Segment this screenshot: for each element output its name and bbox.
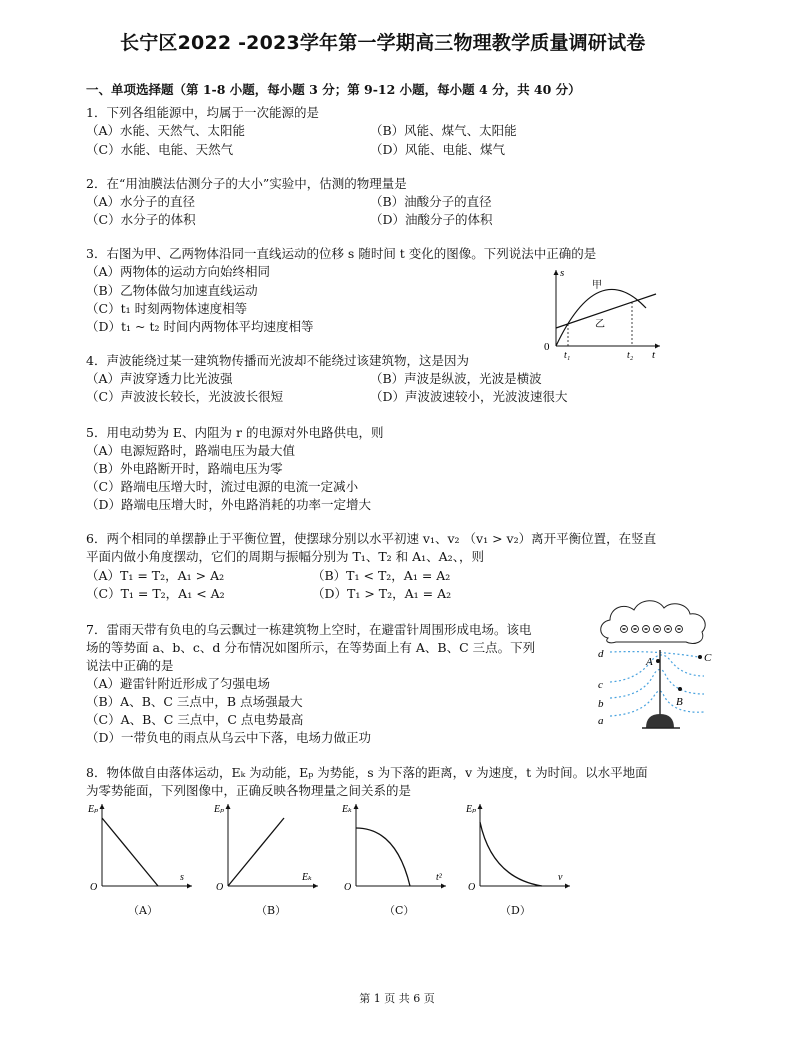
- graph-c-caption: （C）: [384, 904, 415, 917]
- q3-stem: 3．右图为甲、乙两物体沿同一直线运动的位移 s 随时间 t 变化的图像。下列说法中正确的是: [86, 246, 597, 261]
- point-c-dot: [698, 655, 702, 659]
- q3-option-c: （C）t₁ 时刻两物体速度相等: [86, 301, 248, 316]
- q6-option-c: （C）T₁ = T₂，A₁ < A₂: [86, 586, 225, 601]
- q3-option-b: （B）乙物体做匀加速直线运动: [86, 283, 258, 298]
- graph-a-x-label: s: [180, 872, 184, 883]
- q2-option-d: （D）油酸分子的体积: [370, 212, 493, 227]
- q6-stem-line1: 6．两个相同的单摆静止于平衡位置，使摆球分别以水平初速 v₁、v₂ （v₁ > v₂）离开平衡位置，在竖直: [86, 531, 657, 546]
- q6-option-d: （D）T₁ > T₂，A₁ = A₂: [312, 586, 452, 601]
- q3-label-t2: t₂: [627, 350, 634, 361]
- graph-d-y-label: Eₚ: [466, 804, 477, 815]
- section-heading: 一、单项选择题（第 1-8 小题，每小题 3 分；第 9-12 小题，每小题 4 分，共 40 分）: [86, 82, 581, 97]
- q8-stem-line1: 8．物体做自由落体运动，Eₖ 为动能，Eₚ 为势能，s 为下落的距离，v 为速度，t 为时间。以水平地面: [86, 765, 648, 780]
- q6-option-a: （A）T₁ = T₂，A₁ > A₂: [86, 568, 225, 583]
- point-b-dot: [678, 687, 682, 691]
- q3-label-t1: t₁: [564, 350, 571, 361]
- q4-option-b: （B）声波是纵波，光波是横波: [370, 371, 542, 386]
- graph-a-y-arrow: [100, 804, 105, 809]
- graph-c-y-arrow: [354, 804, 359, 809]
- q7-stem-line1: 7．雷雨天带有负电的乌云飘过一栋建筑物上空时，在避雷针周围形成电场。该电: [86, 622, 532, 637]
- q3-st-graph: [536, 262, 670, 362]
- q8-graph-d: [462, 798, 580, 898]
- q5-option-d: （D）路端电压增大时，外电路消耗的功率一定增大: [86, 497, 372, 512]
- building-dome-icon: [646, 714, 674, 728]
- graph-b-x-label: Eₖ: [302, 872, 312, 883]
- point-a-label: A: [646, 656, 653, 668]
- equipotential-c: [610, 655, 704, 682]
- q8-graph-b: [210, 798, 328, 898]
- graph-d-origin: O: [468, 882, 476, 893]
- q5-option-c: （C）路端电压增大时，流过电源的电流一定减小: [86, 479, 359, 494]
- q2-stem: 2．在“用油膜法估测分子的大小”实验中，估测的物理量是: [86, 176, 407, 191]
- q3-option-a: （A）两物体的运动方向始终相同: [86, 264, 271, 279]
- point-a-dot: [656, 659, 660, 663]
- surface-c-label: c: [598, 679, 603, 691]
- surface-b-label: b: [598, 698, 604, 710]
- q2-option-c: （C）水分子的体积: [86, 212, 196, 227]
- q7-field-diagram: [594, 596, 724, 732]
- q3-label-s: s: [560, 267, 565, 279]
- surface-a-label: a: [598, 715, 604, 727]
- q1-option-d: （D）风能、电能、煤气: [370, 142, 506, 157]
- q4-option-d: （D）声波波速较小，光波波速很大: [370, 389, 568, 404]
- graph-a-y-label: Eₚ: [88, 804, 99, 815]
- graph-c-x-label: t²: [436, 872, 442, 883]
- graph-a-origin: O: [90, 882, 98, 893]
- q1-option-a: （A）水能、天然气、太阳能: [86, 123, 246, 138]
- q4-option-a: （A）声波穿透力比光波强: [86, 371, 233, 386]
- graph-d-y-arrow: [478, 804, 483, 809]
- q5-option-b: （B）外电路断开时，路端电压为零: [86, 461, 283, 476]
- point-b-label: B: [676, 696, 683, 708]
- q3-option-d: （D）t₁ ~ t₂ 时间内两物体平均速度相等: [86, 319, 314, 334]
- q8-stem-line2: 为零势能面，下列图像中，正确反映各物理量之间关系的是: [86, 783, 412, 798]
- q1-option-b: （B）风能、煤气、太阳能: [370, 123, 517, 138]
- equipotential-a: [610, 691, 704, 716]
- graph-b-y-arrow: [226, 804, 231, 809]
- graph-a-curve: [102, 818, 158, 886]
- q3-curve-jia: [556, 289, 646, 346]
- q4-stem: 4．声波能绕过某一建筑物传播而光波却不能绕过该建筑物，这是因为: [86, 353, 469, 368]
- q5-option-a: （A）电源短路时，路端电压为最大值: [86, 443, 296, 458]
- q1-stem: 1．下列各组能源中，均属于一次能源的是: [86, 105, 319, 120]
- graph-b-caption: （B）: [256, 904, 287, 917]
- graph-a-x-arrow: [187, 884, 192, 889]
- graph-d-x-label: v: [558, 872, 563, 883]
- q7-stem-line3: 说法中正确的是: [86, 658, 174, 673]
- equipotential-d: [610, 652, 704, 658]
- q7-option-d: （D）一带负电的雨点从乌云中下落，电场力做正功: [86, 730, 372, 745]
- graph-b-origin: O: [216, 882, 224, 893]
- graph-c-y-label: Eₖ: [342, 804, 352, 815]
- graph-d-curve: [480, 822, 542, 886]
- page-footer: 第 1 页 共 6 页: [359, 992, 435, 1005]
- q6-option-b: （B）T₁ < T₂，A₁ = A₂: [312, 568, 451, 583]
- q3-label-origin: 0: [544, 341, 550, 353]
- graph-c-origin: O: [344, 882, 352, 893]
- cloud-icon: [601, 601, 705, 644]
- page-title: 长宁区2022 -2023学年第一学期高三物理教学质量调研试卷: [120, 32, 646, 54]
- q7-option-b: （B）A、B、C 三点中，B 点场强最大: [86, 694, 303, 709]
- graph-a-caption: （A）: [128, 904, 158, 917]
- q3-label-yi: 乙: [595, 319, 605, 330]
- q4-option-c: （C）声波波长较长，光波波长很短: [86, 389, 284, 404]
- q3-line-yi: [556, 294, 656, 328]
- q8-graph-a: [84, 798, 202, 898]
- q3-label-t: t: [652, 349, 656, 361]
- graph-d-x-arrow: [565, 884, 570, 889]
- q3-x-arrow: [655, 344, 660, 349]
- graph-c-curve: [356, 828, 410, 886]
- q7-option-c: （C）A、B、C 三点中，C 点电势最高: [86, 712, 304, 727]
- q5-stem: 5．用电动势为 E、内阻为 r 的电源对外电路供电，则: [86, 425, 384, 440]
- q2-option-b: （B）油酸分子的直径: [370, 194, 492, 209]
- q1-option-c: （C）水能、电能、天然气: [86, 142, 234, 157]
- graph-c-x-arrow: [441, 884, 446, 889]
- point-c-label: C: [704, 652, 712, 664]
- graph-d-caption: （D）: [500, 904, 531, 917]
- q6-stem-line2: 平面内做小角度摆动，它们的周期与振幅分别为 T₁、T₂ 和 A₁、A₂、，则: [86, 549, 484, 564]
- q8-graph-c: [338, 798, 456, 898]
- q3-label-jia: 甲: [592, 280, 602, 291]
- graph-b-y-label: Eₚ: [214, 804, 225, 815]
- q2-option-a: （A）水分子的直径: [86, 194, 196, 209]
- q7-option-a: （A）避雷针附近形成了匀强电场: [86, 676, 271, 691]
- q7-stem-line2: 场的等势面 a、b、c、d 分布情况如图所示，在等势面上有 A、B、C 三点。下列: [86, 640, 536, 655]
- q3-y-arrow: [554, 270, 559, 275]
- graph-b-curve: [228, 818, 284, 886]
- graph-b-x-arrow: [313, 884, 318, 889]
- surface-d-label: d: [598, 648, 604, 660]
